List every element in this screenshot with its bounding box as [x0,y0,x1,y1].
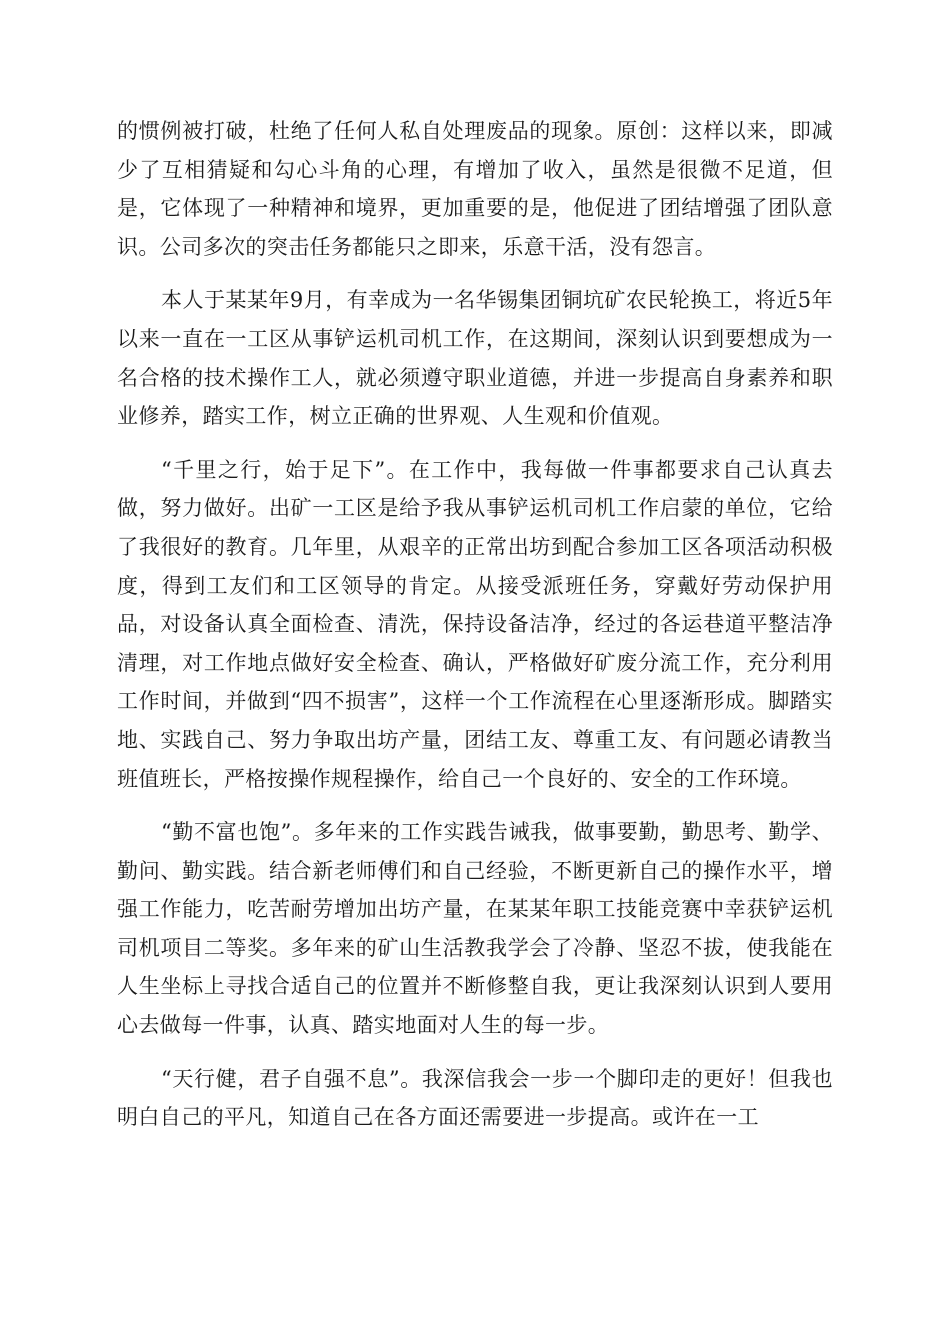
paragraph-5: “天行健，君子自强不息”。我深信我会一步一个脚印走的更好！但我也明白自己的平凡，知道自己在各方面还需要进一步提高。或许在一工 [117,1066,833,1130]
paragraph-4: “勤不富也饱”。多年来的工作实践告诫我，做事要勤，勤思考、勤学、勤问、勤实践。结合新老师傅们和自己经验，不断更新自己的操作水平，增强工作能力，吃苦耐劳增加出坊产量，在某某年职工技能竞赛中幸获铲运机司机项目二等奖。多年来的矿山生活教我学会了冷静、坚忍不拔，使我能在人生坐标上寻找合适自己的位置并不断修整自我，更让我深刻认识到人要用心去做每一件事，认真、踏实地面对人生的每一步。 [117,820,833,1038]
document-body [117,112,833,1152]
paragraph-3: “千里之行，始于足下”。在工作中，我每做一件事都要求自己认真去做，努力做好。出矿一工区是给予我从事铲运机司机工作启蒙的单位，它给了我很好的教育。几年里，从艰辛的正常出坊到配合参加工区各项活动积极度，得到工友们和工区领导的肯定。从接受派班任务，穿戴好劳动保护用品，对设备认真全面检查、清洗，保持设备洁净，经过的各运巷道平整洁净清理，对工作地点做好安全检查、确认，严格做好矿废分流工作，充分利用工作时间，并做到“四不损害”，这样一个工作流程在心里逐渐形成。脚踏实地、实践自己、努力争取出坊产量，团结工友、尊重工友、有问题必请教当班值班长，严格按操作规程操作，给自己一个良好的、安全的工作环境。 [117,457,833,791]
paragraph-1: 的惯例被打破，杜绝了任何人私自处理废品的现象。原创：这样以来，即减少了互相猜疑和勾心斗角的心理，有增加了收入，虽然是很微不足道，但是，它体现了一种精神和境界，更加重要的是，他促进了团结增强了团队意识。公司多次的突击任务都能只之即来，乐意干活，没有怨言。 [117,119,833,259]
paragraph-2: 本人于某某年9月，有幸成为一名华锡集团铜坑矿农民轮换工，将近5年以来一直在一工区从事铲运机司机工作，在这期间，深刻认识到要想成为一名合格的技术操作工人，就必须遵守职业道德，并进一步提高自身素养和职业修养，踏实工作，树立正确的世界观、人生观和价值观。 [117,288,833,429]
